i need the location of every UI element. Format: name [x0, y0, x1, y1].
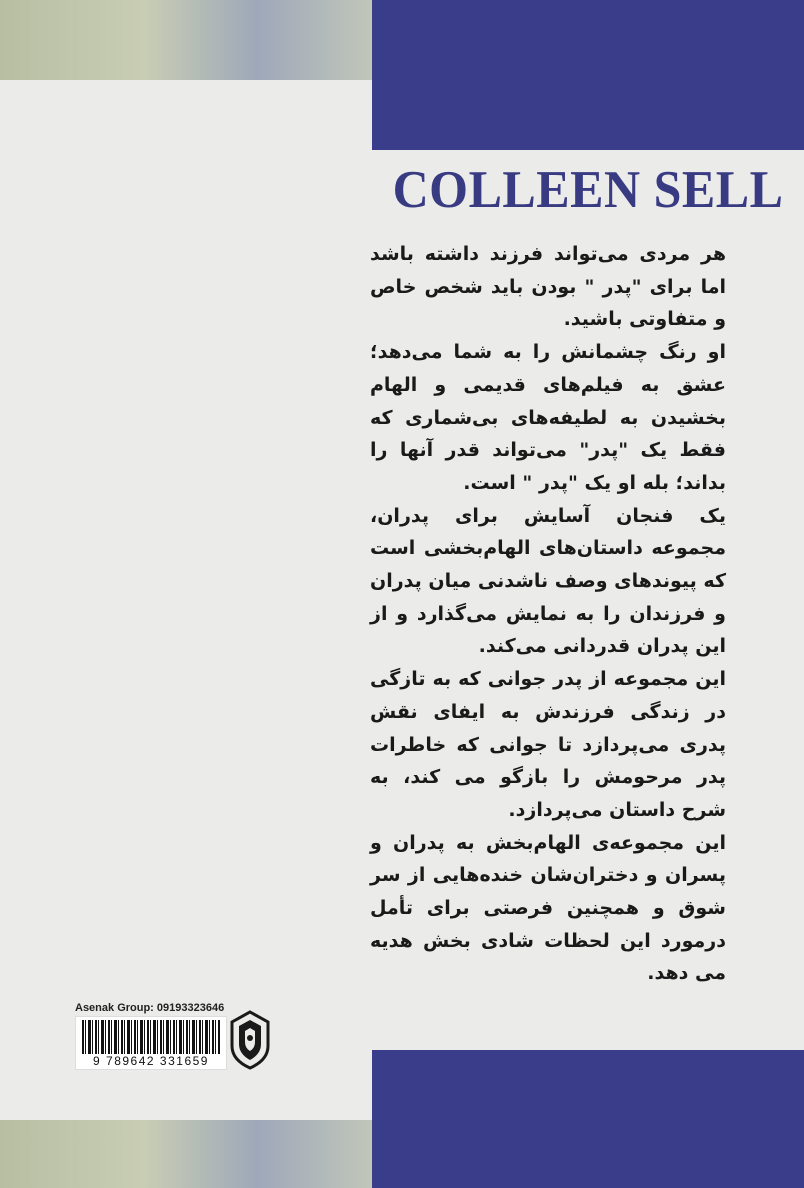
bottom-color-block [372, 1050, 804, 1188]
blurb-paragraph: این مجموعه از پدر جوانی که به تازگی در زندگی فرزندش به ایفای نقش پدری می‌پردازد تا جوانی که خاطرات پدر مرحومش را بازگو می کند، به شرح داستان می‌پردازد. [370, 668, 726, 821]
publisher-contact: Asenak Group: 09193323646 [75, 1002, 225, 1014]
back-cover-blurb [370, 238, 726, 990]
blurb-paragraph: هر مردی می‌تواند فرزند داشته باشد اما برای "پدر " بودن باید شخص خاص و متفاوتی باشید. [370, 243, 726, 331]
blurb-paragraph: او رنگ چشمانش را به شما می‌دهد؛ عشق به فیلم‌های قدیمی و الهام بخشیدن به لطیفه‌های بی‌شماری که فقط یک "پدر" می‌تواند قدر آنها را بداند؛ بله او یک "پدر " است. [370, 341, 726, 494]
top-color-block [372, 0, 804, 150]
isbn-number: 9 789642 331659 [76, 1054, 226, 1068]
author-name: COLLEEN SELL [392, 159, 784, 219]
blurb-paragraph: این مجموعه‌ی الهام‌بخش به پدران و پسران و دختران‌شان خنده‌هایی از سر شوق و همچنین فرصتی برای تأمل درمورد این لحظات شادی بخش هدیه می دهد. [370, 831, 726, 985]
blurb-paragraph: یک فنجان آسایش برای پدران، مجموعه داستان‌های الهام‌بخشی است که پیوندهای وصف ناشدنی میان پدران و فرزندان را به نمایش می‌گذارد و از این پدران قدردانی می‌کند. [369, 504, 726, 658]
publisher-emblem-icon [228, 1010, 272, 1070]
barcode [75, 1016, 227, 1070]
